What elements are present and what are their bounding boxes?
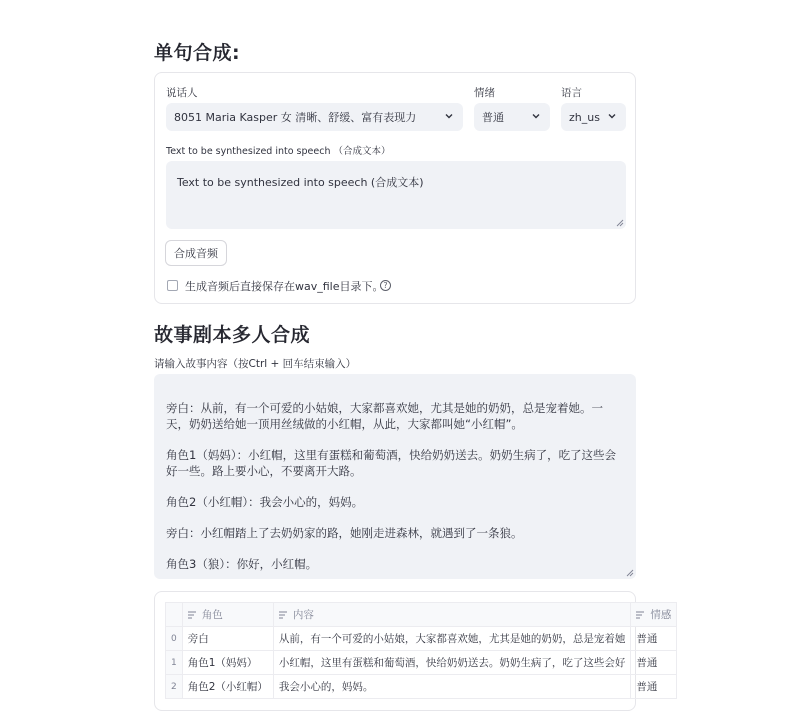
story-paragraph: 角色2（小红帽）：我会小心的，妈妈。 xyxy=(166,495,364,509)
cell-emotion[interactable]: 普通 xyxy=(631,651,677,675)
story-text-area[interactable] xyxy=(154,374,636,579)
cell-role[interactable]: 角色1（妈妈） xyxy=(182,651,273,675)
text-column-icon xyxy=(279,611,289,619)
single-synthesis-card xyxy=(154,72,636,304)
emotion-select[interactable] xyxy=(474,103,550,131)
single-synthesis-title: 单句合成: xyxy=(154,42,241,64)
table-header-row xyxy=(166,603,677,627)
cell-content[interactable]: 小红帽，这里有蛋糕和葡萄酒，快给奶奶送去。奶奶生病了，吃了这些会好 xyxy=(273,651,631,675)
table-row[interactable] xyxy=(166,675,677,699)
row-index: 0 xyxy=(166,627,183,651)
save-wav-checkbox[interactable] xyxy=(167,280,178,291)
story-paragraph: 旁白：从前，有一个可爱的小姑娘，大家都喜欢她，尤其是她的奶奶，总是宠着她。一天，奶奶送给她一顶用丝绒做的小红帽，从此，大家都叫她“小红帽”。 xyxy=(166,401,603,431)
emotion-label: 情绪 xyxy=(474,87,495,99)
column-header-emotion[interactable]: 情感 xyxy=(631,603,677,627)
index-header xyxy=(166,603,183,627)
chevron-down-icon xyxy=(607,111,617,121)
emotion-select-value: 普通 xyxy=(482,111,504,124)
resize-handle-icon[interactable] xyxy=(616,219,624,227)
table-row[interactable] xyxy=(166,627,677,651)
resize-handle-icon[interactable] xyxy=(626,569,634,577)
speaker-select-value: 8051 Maria Kasper 女 清晰、舒缓、富有表现力 xyxy=(174,111,417,124)
column-header-content[interactable]: 内容 xyxy=(273,603,631,627)
language-select[interactable] xyxy=(561,103,626,131)
story-table xyxy=(165,602,677,699)
help-icon[interactable]: ? xyxy=(380,280,391,291)
story-synthesis-title: 故事剧本多人合成 xyxy=(154,324,311,346)
cell-content[interactable]: 从前，有一个可爱的小姑娘，大家都喜欢她，尤其是她的奶奶，总是宠着她 xyxy=(273,627,631,651)
cell-role[interactable]: 旁白 xyxy=(182,627,273,651)
column-header-role[interactable]: 角色 xyxy=(182,603,273,627)
story-paragraph: 旁白：小红帽踏上了去奶奶家的路，她刚走进森林，就遇到了一条狼。 xyxy=(166,526,523,540)
story-table-card xyxy=(154,591,672,711)
language-label: 语言 xyxy=(561,87,582,99)
story-input-label: 请输入故事内容（按Ctrl + 回车结束输入） xyxy=(154,358,357,370)
cell-emotion[interactable]: 普通 xyxy=(631,627,677,651)
synthesis-text-area[interactable] xyxy=(166,161,626,229)
text-column-icon xyxy=(188,611,198,619)
chevron-down-icon xyxy=(531,111,541,121)
cell-role[interactable]: 角色2（小红帽） xyxy=(182,675,273,699)
chevron-down-icon xyxy=(444,111,454,121)
text-column-icon xyxy=(636,611,646,619)
text-input-label: Text to be synthesized into speech （合成文本） xyxy=(166,146,391,157)
synthesize-audio-button[interactable]: 合成音频 xyxy=(165,240,227,266)
row-index: 2 xyxy=(166,675,183,699)
story-paragraph: 角色3（狼）：你好，小红帽。 xyxy=(166,557,318,571)
cell-emotion[interactable]: 普通 xyxy=(631,675,677,699)
speaker-label: 说话人 xyxy=(166,87,198,99)
cell-content[interactable]: 我会小心的，妈妈。 xyxy=(273,675,631,699)
speaker-select[interactable] xyxy=(166,103,463,131)
row-index: 1 xyxy=(166,651,183,675)
language-select-value: zh_us xyxy=(569,110,600,124)
story-paragraph: 角色1（妈妈）：小红帽，这里有蛋糕和葡萄酒，快给奶奶送去。奶奶生病了，吃了这些会好一些。路上要小心，不要离开大路。 xyxy=(166,448,617,478)
save-wav-checkbox-label: 生成音频后直接保存在wav_file目录下。 xyxy=(185,280,384,293)
table-row[interactable] xyxy=(166,651,677,675)
synthesis-text-value: Text to be synthesized into speech (合成文本) xyxy=(177,176,424,189)
